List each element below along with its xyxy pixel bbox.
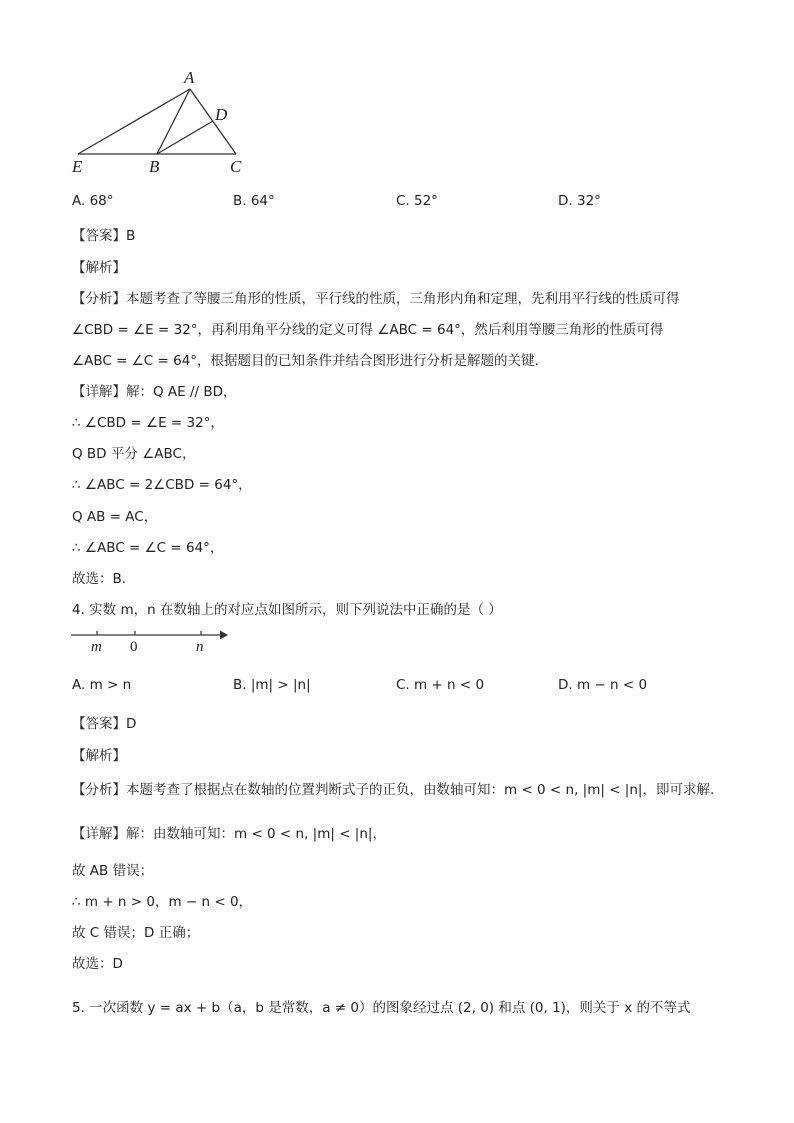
label-C: C [230, 157, 242, 176]
q4-option-a: A. m > n [72, 677, 132, 693]
q3-detail-line-2: ∴ ∠CBD = ∠E = 32°， [72, 415, 224, 431]
label-m: m [91, 639, 102, 655]
q3-detail-line-3: Q BD 平分 ∠ABC， [72, 446, 196, 462]
triangle-figure [60, 62, 260, 180]
number-line-arrow-icon [220, 631, 228, 640]
q3-option-b: B. 64° [233, 193, 275, 209]
q3-option-c: C. 52° [396, 193, 438, 209]
label-n: n [196, 639, 204, 655]
q3-fenxi-line-2: ∠CBD = ∠E = 32°，再利用角平分线的定义可得 ∠ABC = 64°，然后利用等腰三角形的性质可得 [72, 322, 664, 338]
q4-option-c: C. m + n < 0 [396, 677, 485, 693]
q4-analysis-heading: 【解析】 [72, 748, 126, 764]
q4-question: 4. 实数 m，n 在数轴上的对应点如图所示，则下列说法中正确的是（ ） [72, 602, 502, 618]
q3-fenxi-line-1: 【分析】本题考查了等腰三角形的性质，平行线的性质，三角形内角和定理，先利用平行线的性质可得 [72, 291, 680, 307]
label-D: D [215, 105, 228, 124]
q4-detail-line-1: 【详解】解：由数轴可知：m < 0 < n, |m| < |n|， [72, 826, 386, 842]
q3-option-d: D. 32° [558, 193, 601, 209]
q3-detail-line-6: ∴ ∠ABC = ∠C = 64°， [72, 540, 224, 556]
number-line [68, 622, 238, 656]
q3-fenxi-line-3: ∠ABC = ∠C = 64°，根据题目的已知条件并结合图形进行分析是解题的关键. [72, 353, 539, 369]
q3-detail-line-5: Q AB = AC， [72, 509, 158, 525]
q5-question: 5. 一次函数 y = ax + b（a，b 是常数，a ≠ 0）的图象经过点 (2, 0) 和点 (0, 1)，则关于 x 的不等式 [72, 1000, 691, 1016]
label-E: E [72, 157, 83, 176]
q3-option-a: A. 68° [72, 193, 114, 209]
q4-option-b: B. |m| > |n| [233, 677, 311, 693]
label-B: B [149, 157, 160, 176]
q3-detail-line-1: 【详解】解：Q AE // BD， [72, 384, 237, 400]
q3-conclusion: 故选：B. [72, 571, 127, 587]
q3-analysis-heading: 【解析】 [72, 260, 126, 276]
q4-option-d: D. m − n < 0 [558, 677, 648, 693]
q4-detail-line-4: 故 C 错误；D 正确； [72, 925, 200, 941]
q4-detail-line-3: ∴ m + n > 0，m − n < 0， [72, 894, 253, 910]
q3-answer: 【答案】B [72, 228, 136, 244]
label-zero: 0 [130, 639, 138, 655]
q4-conclusion: 故选：D [72, 956, 123, 972]
q3-detail-line-4: ∴ ∠ABC = 2∠CBD = 64°， [72, 477, 252, 493]
q4-fenxi: 【分析】本题考查了根据点在数轴的位置判断式子的正负，由数轴可知：m < 0 < n, |m| < |n|，即可求解. [72, 782, 715, 798]
label-A: A [184, 68, 195, 87]
q4-answer: 【答案】D [72, 716, 137, 732]
q4-detail-line-2: 故 AB 错误； [72, 863, 154, 879]
